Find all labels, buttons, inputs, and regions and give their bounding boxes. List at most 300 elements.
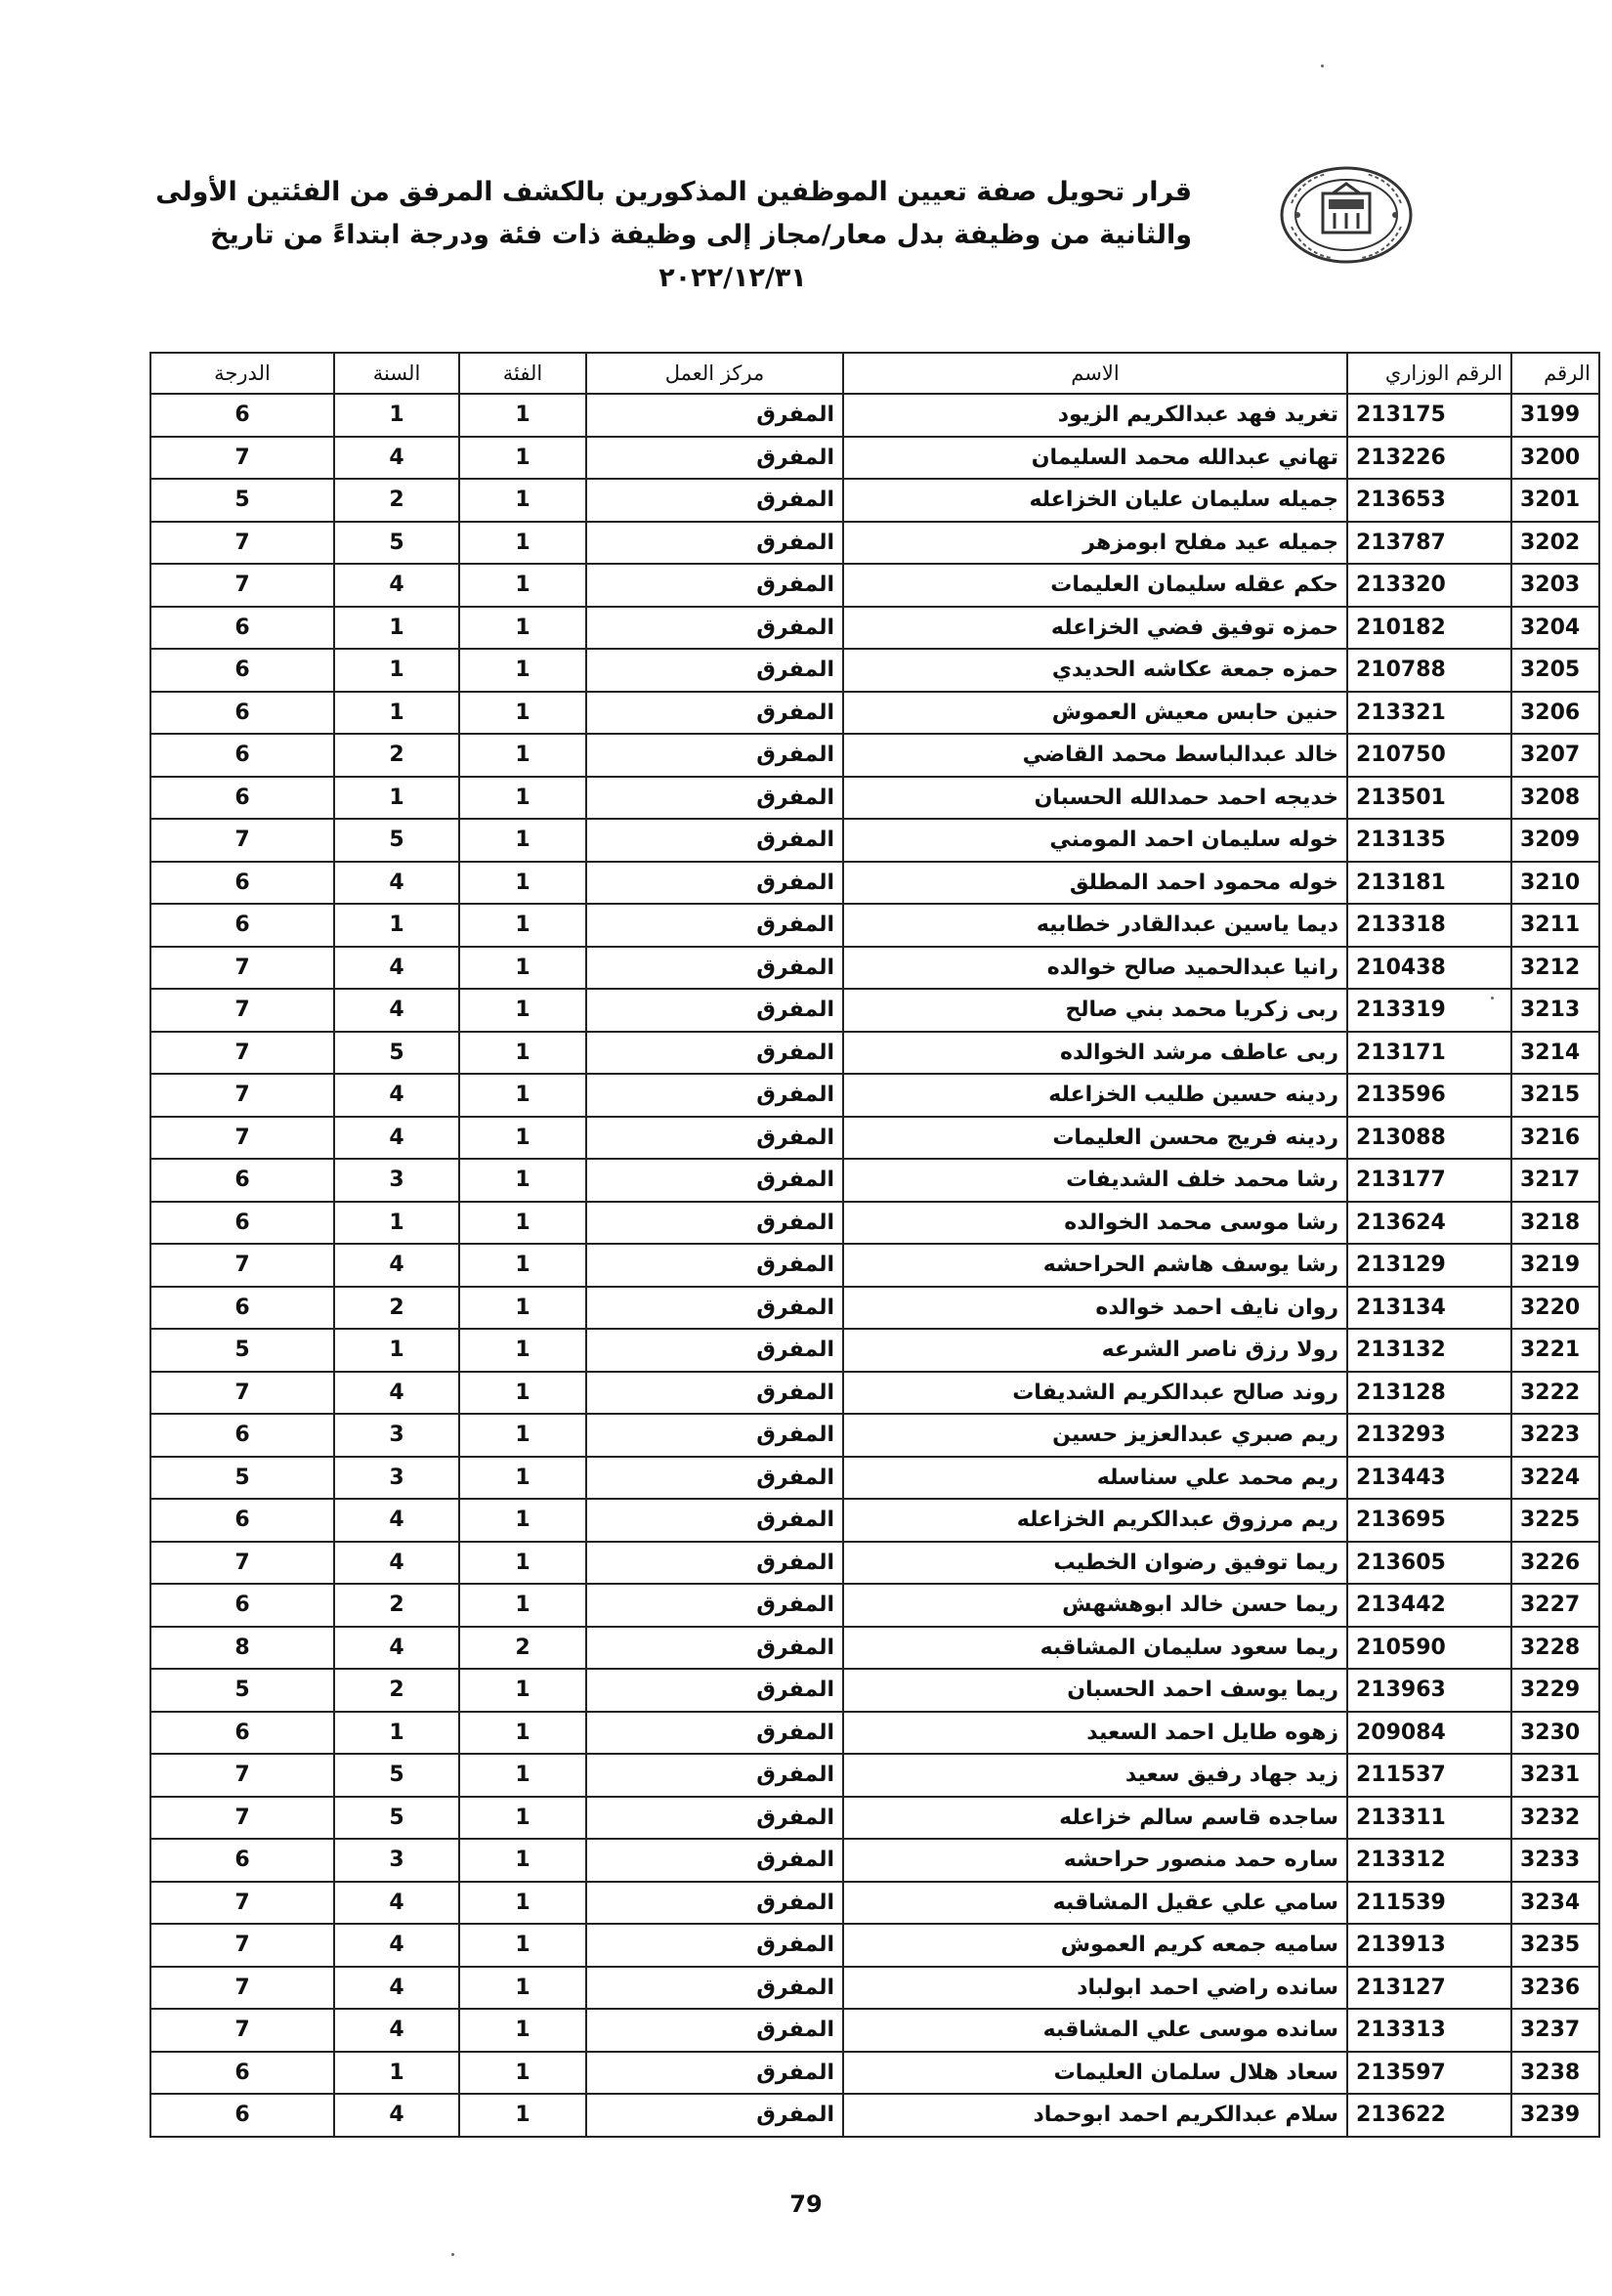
cell-category: 1 (459, 564, 586, 607)
table-row (150, 947, 1599, 990)
cell-name: حكم عقله سليمان العليمات (843, 564, 1347, 607)
cell-work-center: المفرق (586, 692, 843, 735)
cell-ministry-number: 213135 (1347, 819, 1511, 862)
cell-grade: 6 (150, 607, 334, 650)
cell-ministry-number: 213318 (1347, 904, 1511, 947)
cell-work-center: المفرق (586, 1839, 843, 1882)
cell-year: 5 (334, 1797, 459, 1840)
cell-name: حمزه توفيق فضي الخزاعله (843, 607, 1347, 650)
cell-name: سلام عبدالكريم احمد ابوحماد (843, 2094, 1347, 2137)
cell-work-center: المفرق (586, 394, 843, 437)
table-row (150, 2009, 1599, 2052)
cell-work-center: المفرق (586, 947, 843, 990)
cell-ministry-number: 213129 (1347, 1244, 1511, 1287)
cell-year: 2 (334, 1584, 459, 1627)
cell-serial: 3210 (1511, 862, 1599, 905)
cell-grade: 7 (150, 989, 334, 1032)
cell-name: خديجه احمد حمدالله الحسبان (843, 777, 1347, 820)
cell-ministry-number: 213134 (1347, 1287, 1511, 1330)
column-header-category: الفئة (459, 353, 586, 394)
cell-category: 1 (459, 819, 586, 862)
table-row (150, 692, 1599, 735)
cell-serial: 3208 (1511, 777, 1599, 820)
cell-year: 4 (334, 1967, 459, 2010)
cell-year: 4 (334, 1499, 459, 1542)
cell-grade: 7 (150, 1372, 334, 1415)
cell-name: خوله سليمان احمد المومني (843, 819, 1347, 862)
cell-name: سانده موسى علي المشاقبه (843, 2009, 1347, 2052)
cell-serial: 3234 (1511, 1882, 1599, 1925)
cell-work-center: المفرق (586, 1627, 843, 1670)
cell-year: 4 (334, 437, 459, 480)
table-row (150, 1372, 1599, 1415)
cell-grade: 6 (150, 1839, 334, 1882)
cell-grade: 7 (150, 1074, 334, 1117)
table-row (150, 1457, 1599, 1500)
cell-work-center: المفرق (586, 862, 843, 905)
cell-grade: 6 (150, 904, 334, 947)
cell-name: رشا محمد خلف الشديفات (843, 1159, 1347, 1202)
cell-year: 4 (334, 1372, 459, 1415)
cell-category: 1 (459, 649, 586, 692)
cell-year: 1 (334, 394, 459, 437)
cell-grade: 7 (150, 522, 334, 565)
cell-category: 1 (459, 607, 586, 650)
cell-work-center: المفرق (586, 1754, 843, 1797)
table-row (150, 607, 1599, 650)
cell-year: 4 (334, 1244, 459, 1287)
cell-work-center: المفرق (586, 1967, 843, 2010)
cell-serial: 3233 (1511, 1839, 1599, 1882)
cell-serial: 3204 (1511, 607, 1599, 650)
cell-category: 1 (459, 1372, 586, 1415)
cell-year: 1 (334, 1712, 459, 1755)
cell-work-center: المفرق (586, 1202, 843, 1245)
cell-year: 4 (334, 989, 459, 1032)
cell-serial: 3199 (1511, 394, 1599, 437)
cell-year: 5 (334, 1754, 459, 1797)
table-row (150, 2094, 1599, 2137)
cell-work-center: المفرق (586, 1542, 843, 1585)
cell-name: سعاد هلال سلمان العليمات (843, 2052, 1347, 2095)
cell-ministry-number: 213226 (1347, 437, 1511, 480)
page-number: 79 (789, 2190, 823, 2218)
cell-serial: 3228 (1511, 1627, 1599, 1670)
cell-serial: 3224 (1511, 1457, 1599, 1500)
cell-ministry-number: 213088 (1347, 1117, 1511, 1160)
cell-grade: 5 (150, 1329, 334, 1372)
cell-name: ريم محمد علي سناسله (843, 1457, 1347, 1500)
table-body (150, 394, 1599, 2137)
cell-year: 4 (334, 564, 459, 607)
cell-grade: 6 (150, 1159, 334, 1202)
cell-ministry-number: 213320 (1347, 564, 1511, 607)
employees-table (149, 352, 1600, 2138)
cell-serial: 3215 (1511, 1074, 1599, 1117)
cell-serial: 3222 (1511, 1372, 1599, 1415)
cell-serial: 3209 (1511, 819, 1599, 862)
table-row (150, 1159, 1599, 1202)
cell-grade: 7 (150, 1967, 334, 2010)
cell-serial: 3235 (1511, 1924, 1599, 1967)
cell-year: 3 (334, 1414, 459, 1457)
cell-category: 1 (459, 394, 586, 437)
table-row (150, 1499, 1599, 1542)
cell-name: تغريد فهد عبدالكريم الزيود (843, 394, 1347, 437)
cell-work-center: المفرق (586, 1244, 843, 1287)
cell-year: 4 (334, 2009, 459, 2052)
cell-work-center: المفرق (586, 564, 843, 607)
table-row (150, 1669, 1599, 1712)
cell-category: 1 (459, 1584, 586, 1627)
cell-year: 5 (334, 522, 459, 565)
table-row (150, 819, 1599, 862)
cell-category: 1 (459, 904, 586, 947)
table-row (150, 1882, 1599, 1925)
cell-work-center: المفرق (586, 437, 843, 480)
cell-name: ريما حسن خالد ابوهشهش (843, 1584, 1347, 1627)
cell-ministry-number: 213624 (1347, 1202, 1511, 1245)
cell-category: 1 (459, 1457, 586, 1500)
cell-category: 1 (459, 1712, 586, 1755)
cell-work-center: المفرق (586, 1414, 843, 1457)
cell-name: ريما يوسف احمد الحسبان (843, 1669, 1347, 1712)
table-row (150, 1202, 1599, 1245)
cell-grade: 7 (150, 1924, 334, 1967)
table-row (150, 1074, 1599, 1117)
cell-work-center: المفرق (586, 819, 843, 862)
table-row (150, 1924, 1599, 1967)
cell-category: 1 (459, 1924, 586, 1967)
cell-ministry-number: 211537 (1347, 1754, 1511, 1797)
cell-work-center: المفرق (586, 1584, 843, 1627)
cell-category: 1 (459, 1287, 586, 1330)
cell-serial: 3230 (1511, 1712, 1599, 1755)
cell-ministry-number: 213293 (1347, 1414, 1511, 1457)
table-row (150, 1712, 1599, 1755)
cell-work-center: المفرق (586, 1712, 843, 1755)
cell-grade: 7 (150, 1117, 334, 1160)
cell-ministry-number: 210438 (1347, 947, 1511, 990)
cell-ministry-number: 213653 (1347, 479, 1511, 522)
cell-name: ساره حمد منصور حراحشه (843, 1839, 1347, 1882)
cell-name: ربى زكريا محمد بني صالح (843, 989, 1347, 1032)
table-row (150, 862, 1599, 905)
cell-name: رشا يوسف هاشم الحراحشه (843, 1244, 1347, 1287)
cell-grade: 6 (150, 1712, 334, 1755)
cell-ministry-number: 213596 (1347, 1074, 1511, 1117)
cell-work-center: المفرق (586, 649, 843, 692)
cell-work-center: المفرق (586, 522, 843, 565)
cell-ministry-number: 213321 (1347, 692, 1511, 735)
table-row (150, 1032, 1599, 1075)
cell-work-center: المفرق (586, 2094, 843, 2137)
cell-year: 4 (334, 1117, 459, 1160)
cell-year: 2 (334, 1669, 459, 1712)
cell-work-center: المفرق (586, 607, 843, 650)
cell-work-center: المفرق (586, 1329, 843, 1372)
cell-serial: 3203 (1511, 564, 1599, 607)
cell-grade: 6 (150, 394, 334, 437)
cell-name: جميله سليمان عليان الخزاعله (843, 479, 1347, 522)
cell-serial: 3205 (1511, 649, 1599, 692)
cell-grade: 6 (150, 1202, 334, 1245)
cell-year: 1 (334, 1329, 459, 1372)
cell-grade: 6 (150, 1499, 334, 1542)
cell-year: 3 (334, 1839, 459, 1882)
header-line-2: والثانية من وظيفة بدل معار/مجاز إلى وظيفة ذات فئة ودرجة ابتداءً من تاريخ (210, 220, 1192, 250)
cell-ministry-number: 213171 (1347, 1032, 1511, 1075)
table-row (150, 2052, 1599, 2095)
cell-year: 4 (334, 1074, 459, 1117)
cell-work-center: المفرق (586, 1372, 843, 1415)
cell-work-center: المفرق (586, 1032, 843, 1075)
official-seal-icon (1278, 164, 1415, 266)
cell-year: 3 (334, 1457, 459, 1500)
cell-category: 1 (459, 2052, 586, 2095)
cell-name: زيد جهاد رفيق سعيد (843, 1754, 1347, 1797)
cell-category: 1 (459, 777, 586, 820)
cell-ministry-number: 213313 (1347, 2009, 1511, 2052)
cell-work-center: المفرق (586, 777, 843, 820)
cell-serial: 3237 (1511, 2009, 1599, 2052)
cell-ministry-number: 213913 (1347, 1924, 1511, 1967)
cell-category: 1 (459, 479, 586, 522)
cell-year: 4 (334, 947, 459, 990)
cell-grade: 6 (150, 1287, 334, 1330)
table-row (150, 904, 1599, 947)
cell-serial: 3221 (1511, 1329, 1599, 1372)
header-date: ٢٠٢٢/١٢/٣١ (658, 263, 807, 293)
cell-grade: 7 (150, 1882, 334, 1925)
cell-grade: 7 (150, 2009, 334, 2052)
cell-year: 4 (334, 1882, 459, 1925)
cell-name: ريما توفيق رضوان الخطيب (843, 1542, 1347, 1585)
cell-year: 4 (334, 2094, 459, 2137)
cell-category: 1 (459, 2009, 586, 2052)
cell-name: ديما ياسين عبدالقادر خطابيه (843, 904, 1347, 947)
cell-category: 1 (459, 1839, 586, 1882)
cell-category: 1 (459, 1329, 586, 1372)
cell-category: 1 (459, 1499, 586, 1542)
cell-name: رشا موسى محمد الخوالده (843, 1202, 1347, 1245)
cell-category: 1 (459, 522, 586, 565)
scan-speck (1321, 64, 1324, 67)
cell-name: رولا رزق ناصر الشرعه (843, 1329, 1347, 1372)
cell-ministry-number: 213175 (1347, 394, 1511, 437)
cell-ministry-number: 213501 (1347, 777, 1511, 820)
cell-name: ساجده قاسم سالم خزاعله (843, 1797, 1347, 1840)
cell-grade: 7 (150, 1797, 334, 1840)
cell-grade: 7 (150, 819, 334, 862)
table-row (150, 1584, 1599, 1627)
cell-name: ريما سعود سليمان المشاقبه (843, 1627, 1347, 1670)
cell-grade: 6 (150, 862, 334, 905)
cell-ministry-number: 213319 (1347, 989, 1511, 1032)
cell-name: خوله محمود احمد المطلق (843, 862, 1347, 905)
table-row (150, 1627, 1599, 1670)
cell-category: 1 (459, 1202, 586, 1245)
cell-name: ريم صبري عبدالعزيز حسين (843, 1414, 1347, 1457)
table-row (150, 989, 1599, 1032)
cell-category: 1 (459, 2094, 586, 2137)
table-row (150, 437, 1599, 480)
cell-name: جميله عيد مفلح ابومزهر (843, 522, 1347, 565)
cell-serial: 3239 (1511, 2094, 1599, 2137)
cell-serial: 3207 (1511, 734, 1599, 777)
table-row (150, 1287, 1599, 1330)
cell-work-center: المفرق (586, 1159, 843, 1202)
cell-name: روند صالح عبدالكريم الشديفات (843, 1372, 1347, 1415)
cell-year: 4 (334, 862, 459, 905)
table-row (150, 394, 1599, 437)
cell-name: تهاني عبدالله محمد السليمان (843, 437, 1347, 480)
cell-serial: 3213 (1511, 989, 1599, 1032)
cell-grade: 7 (150, 564, 334, 607)
cell-grade: 5 (150, 1669, 334, 1712)
cell-ministry-number: 213128 (1347, 1372, 1511, 1415)
cell-category: 1 (459, 1032, 586, 1075)
cell-grade: 7 (150, 1032, 334, 1075)
cell-ministry-number: 213312 (1347, 1839, 1511, 1882)
cell-year: 4 (334, 1924, 459, 1967)
cell-serial: 3216 (1511, 1117, 1599, 1160)
decision-header (155, 171, 1192, 300)
cell-name: زهوه طايل احمد السعيد (843, 1712, 1347, 1755)
cell-ministry-number: 213442 (1347, 1584, 1511, 1627)
cell-category: 1 (459, 692, 586, 735)
cell-grade: 7 (150, 1244, 334, 1287)
cell-grade: 8 (150, 1627, 334, 1670)
cell-name: ردينه فريج محسن العليمات (843, 1117, 1347, 1160)
cell-ministry-number: 213597 (1347, 2052, 1511, 2095)
cell-category: 2 (459, 1627, 586, 1670)
cell-category: 1 (459, 1244, 586, 1287)
cell-ministry-number: 213311 (1347, 1797, 1511, 1840)
table-row (150, 1414, 1599, 1457)
cell-work-center: المفرق (586, 2009, 843, 2052)
cell-serial: 3238 (1511, 2052, 1599, 2095)
cell-work-center: المفرق (586, 989, 843, 1032)
cell-year: 4 (334, 1627, 459, 1670)
cell-work-center: المفرق (586, 1797, 843, 1840)
cell-serial: 3219 (1511, 1244, 1599, 1287)
cell-category: 1 (459, 989, 586, 1032)
cell-serial: 3211 (1511, 904, 1599, 947)
cell-work-center: المفرق (586, 1882, 843, 1925)
cell-category: 1 (459, 1669, 586, 1712)
cell-name: رانيا عبدالحميد صالح خوالده (843, 947, 1347, 990)
cell-name: سامي علي عقيل المشاقبه (843, 1882, 1347, 1925)
cell-serial: 3217 (1511, 1159, 1599, 1202)
cell-ministry-number: 211539 (1347, 1882, 1511, 1925)
cell-name: روان نايف احمد خوالده (843, 1287, 1347, 1330)
cell-grade: 6 (150, 734, 334, 777)
cell-grade: 6 (150, 2052, 334, 2095)
column-header-ministry-number: الرقم الوزاري (1347, 353, 1511, 394)
cell-name: حنين حابس معيش العموش (843, 692, 1347, 735)
cell-category: 1 (459, 437, 586, 480)
cell-serial: 3202 (1511, 522, 1599, 565)
cell-category: 1 (459, 1797, 586, 1840)
cell-category: 1 (459, 1117, 586, 1160)
table-row (150, 1797, 1599, 1840)
cell-year: 1 (334, 649, 459, 692)
cell-work-center: المفرق (586, 1287, 843, 1330)
cell-name: ريم مرزوق عبدالكريم الخزاعله (843, 1499, 1347, 1542)
cell-serial: 3225 (1511, 1499, 1599, 1542)
cell-category: 1 (459, 1542, 586, 1585)
cell-ministry-number: 210590 (1347, 1627, 1511, 1670)
cell-work-center: المفرق (586, 1117, 843, 1160)
cell-grade: 7 (150, 1542, 334, 1585)
cell-grade: 6 (150, 1414, 334, 1457)
cell-work-center: المفرق (586, 1669, 843, 1712)
cell-category: 1 (459, 1967, 586, 2010)
cell-year: 5 (334, 819, 459, 862)
cell-year: 2 (334, 479, 459, 522)
cell-category: 1 (459, 1882, 586, 1925)
cell-serial: 3220 (1511, 1287, 1599, 1330)
cell-ministry-number: 210788 (1347, 649, 1511, 692)
cell-serial: 3226 (1511, 1542, 1599, 1585)
cell-serial: 3212 (1511, 947, 1599, 990)
cell-serial: 3227 (1511, 1584, 1599, 1627)
column-header-name: الاسم (843, 353, 1347, 394)
column-header-serial: الرقم (1511, 353, 1599, 394)
cell-ministry-number: 210750 (1347, 734, 1511, 777)
cell-year: 1 (334, 1202, 459, 1245)
cell-work-center: المفرق (586, 2052, 843, 2095)
cell-serial: 3232 (1511, 1797, 1599, 1840)
cell-category: 1 (459, 734, 586, 777)
cell-ministry-number: 213963 (1347, 1669, 1511, 1712)
table-row (150, 564, 1599, 607)
cell-year: 1 (334, 2052, 459, 2095)
cell-ministry-number: 213132 (1347, 1329, 1511, 1372)
cell-category: 1 (459, 1754, 586, 1797)
table-row (150, 649, 1599, 692)
cell-ministry-number: 213181 (1347, 862, 1511, 905)
cell-serial: 3236 (1511, 1967, 1599, 2010)
cell-ministry-number: 213443 (1347, 1457, 1511, 1500)
cell-name: ربى عاطف مرشد الخوالده (843, 1032, 1347, 1075)
cell-year: 5 (334, 1032, 459, 1075)
table-row (150, 1542, 1599, 1585)
cell-grade: 5 (150, 479, 334, 522)
cell-grade: 6 (150, 2094, 334, 2137)
scan-speck (1491, 997, 1494, 999)
cell-ministry-number: 213622 (1347, 2094, 1511, 2137)
cell-work-center: المفرق (586, 1074, 843, 1117)
cell-ministry-number: 213695 (1347, 1499, 1511, 1542)
cell-name: خالد عبدالباسط محمد القاضي (843, 734, 1347, 777)
table-row (150, 1839, 1599, 1882)
cell-grade: 6 (150, 777, 334, 820)
cell-year: 2 (334, 734, 459, 777)
cell-year: 1 (334, 692, 459, 735)
scan-speck (451, 2253, 454, 2256)
cell-serial: 3201 (1511, 479, 1599, 522)
table-row (150, 777, 1599, 820)
table-row (150, 1117, 1599, 1160)
cell-serial: 3214 (1511, 1032, 1599, 1075)
cell-year: 2 (334, 1287, 459, 1330)
cell-year: 4 (334, 1542, 459, 1585)
cell-serial: 3206 (1511, 692, 1599, 735)
cell-serial: 3223 (1511, 1414, 1599, 1457)
cell-grade: 5 (150, 1457, 334, 1500)
